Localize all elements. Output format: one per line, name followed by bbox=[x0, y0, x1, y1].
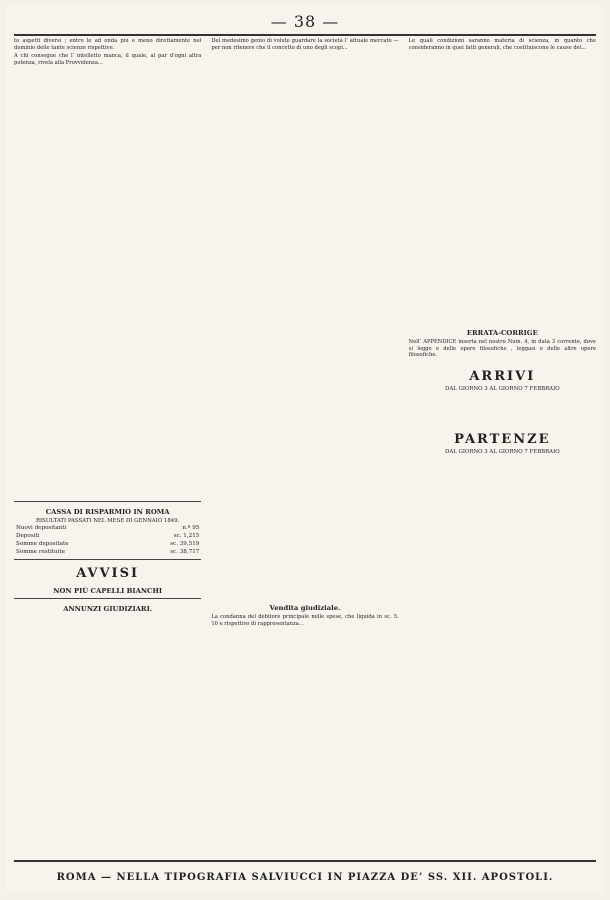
errata-title: ERRATA-CORRIGE bbox=[466, 329, 538, 337]
cassa-label: Somme restituite bbox=[16, 549, 65, 556]
cassa-label: Somme depositate bbox=[16, 541, 69, 548]
column-3 bbox=[409, 38, 596, 858]
cassa-value: n.º 95 bbox=[182, 525, 200, 532]
cassa-title: CASSA DI RISPARMIO IN ROMA bbox=[45, 508, 170, 516]
col2-text bbox=[211, 38, 398, 51]
cassa-label: Nuovi depositanti bbox=[16, 525, 67, 532]
newspaper-page bbox=[6, 6, 604, 894]
col1-divider-1 bbox=[14, 501, 201, 502]
avvisi-title: AVVISI bbox=[76, 566, 140, 582]
column-1 bbox=[14, 38, 201, 858]
page-number: — 38 — bbox=[270, 12, 340, 31]
cassa-table bbox=[14, 524, 201, 556]
cassa-subtitle: RISULTATI PASSATI NEL MESE DI GENNAIO 1849. bbox=[35, 518, 180, 524]
vendita-title: Vendita giudiziale. bbox=[269, 604, 341, 612]
partenze-subtitle: DAL GIORNO 3 AL GIORNO 7 FEBBRAIO bbox=[445, 449, 560, 456]
cassa-value: sc. 38,717 bbox=[170, 549, 200, 556]
annunzi-title: ANNUNZI GIUDIZIARI. bbox=[63, 605, 153, 614]
cassa-label: Depositi bbox=[16, 533, 40, 540]
page-header bbox=[6, 6, 604, 38]
col3-paragraph-1: Le quali condizioni saranno materia di scienza, in quanto che consideranno in quei fatti generali, che costituiscono le cause del... bbox=[408, 38, 596, 51]
cassa-row bbox=[14, 532, 201, 540]
header-rule bbox=[14, 34, 596, 36]
col1-divider-3 bbox=[14, 598, 201, 599]
arrivi-title: ARRIVI bbox=[469, 368, 536, 384]
cassa-row bbox=[14, 540, 201, 548]
partenze-title: PARTENZE bbox=[454, 432, 551, 448]
cassa-value: sc. 1,215 bbox=[173, 533, 200, 540]
col2-paragraph-1: Del medesimo genio di volute guardare la società l’ attuale mercato — per non ritenere che il concetto di uno degli scopi... bbox=[211, 38, 399, 51]
vendita-text: La condanna del debitore principale nelle spese, che liquida in sc. 5. 10 e rispettivo di rappresentanza... bbox=[211, 614, 399, 627]
errata-text: Nell’ APPENDICE inserta nel nostro Num. 4, in data 3 corrente, dove si legge e delle opere filosofiche , leggasi e delle altre opere filosofiche. bbox=[408, 339, 596, 359]
cassa-row bbox=[14, 524, 201, 532]
column-2 bbox=[211, 38, 398, 858]
cassa-value: sc. 39,519 bbox=[170, 541, 200, 548]
avvisi-subtitle: NON PIÙ CAPELLI BIANCHI bbox=[53, 587, 163, 596]
arrivi-subtitle: DAL GIORNO 3 AL GIORNO 7 FEBBRAIO bbox=[445, 385, 560, 392]
footer-imprint: ROMA — NELLA TIPOGRAFIA SALVIUCCI IN PIAZZA DE’ SS. XII. APOSTOLI. bbox=[56, 872, 554, 883]
columns bbox=[14, 38, 596, 858]
col1-text bbox=[14, 38, 201, 66]
col1-paragraph-1: to aspetti diversi ; entro le ad onda più e meno direttamente nel dominio delle tante scienze rispettive. bbox=[14, 38, 202, 51]
footer-rule bbox=[14, 860, 596, 862]
cassa-row bbox=[14, 548, 201, 556]
page-footer bbox=[6, 858, 604, 894]
col1-divider-2 bbox=[14, 559, 201, 560]
col1-paragraph-2: A chi consegue che l’ intelletto manca, il quale, al par d’ogni altra potenza, rivela alla Provvidenza... bbox=[14, 53, 202, 66]
col3-text bbox=[409, 38, 596, 51]
